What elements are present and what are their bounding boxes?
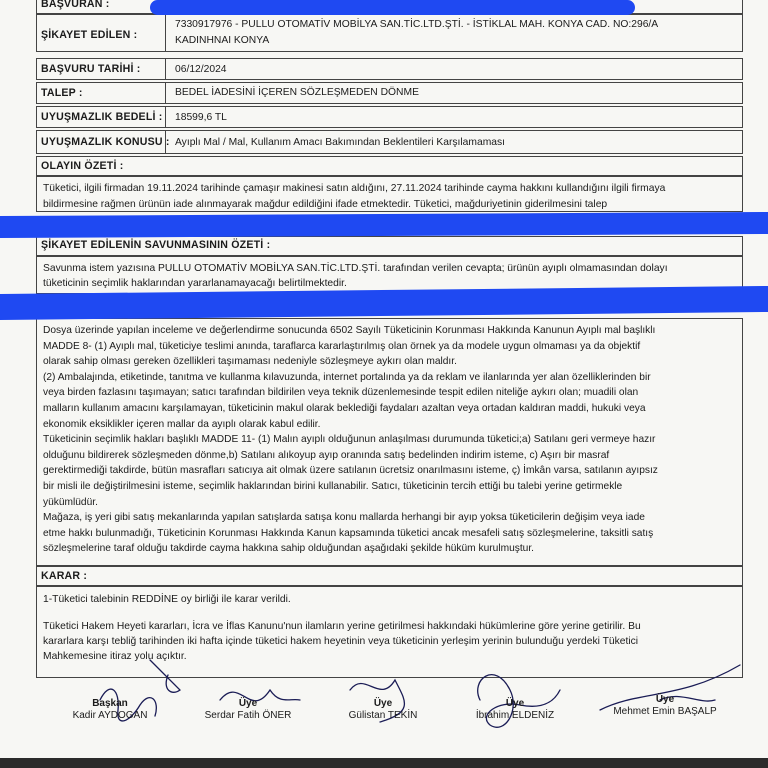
savunma-line-1: Savunma istem yazısına PULLU OTOMATİV MOBİLYA SAN.TİC.LTD.ŞTİ. tarafından verilen cevapta; ürünün ayıplı olmamasından dolayı: [43, 263, 668, 274]
inceleme-line: gerektirmediği takdirde, bütün masrafları satıcıya ait olmak üzere satılanın ücretsiz onarılmasını isteme, ç) İmkân varsa, satılanın ayıpsız: [43, 465, 658, 477]
inceleme-line: MADDE 8- (1) Ayıplı mal, tüketiciye teslimi anında, taraflarca kararlaştırılmış olan örnek ya da modele uygun olmaması ya da objektif: [43, 340, 641, 352]
talep-label: TALEP :: [41, 87, 83, 99]
savunma-text: [43, 262, 736, 290]
basvuru-tarihi-value: 06/12/2024: [175, 64, 227, 75]
savunma-line-2: tüketicinin seçimlik haklarından yararlanamayacağı belirtilmektedir.: [43, 278, 347, 289]
inceleme-line: (2) Ambalajında, etiketinde, tanıtma ve kullanma kılavuzunda, internet portalında ya da reklam ve ilanlarında yer alan özelliklerinden bir: [43, 371, 651, 383]
basvuran-label: BAŞVURAN :: [41, 0, 110, 10]
row-uyusmazlik-konusu: [36, 130, 743, 154]
row-olay-heading: [36, 156, 743, 176]
signature-name: İbrahim ELDENİZ: [475, 710, 555, 721]
karar-text: [43, 593, 736, 663]
row-karar-heading: [36, 566, 743, 586]
column-divider: [165, 59, 166, 79]
signature-role: Üye: [655, 694, 675, 705]
talep-value: BEDEL İADESİNİ İÇEREN SÖZLEŞMEDEN DÖNME: [175, 87, 419, 98]
karar-line-4: Mahkemesine itiraz yolu açıktır.: [43, 651, 187, 662]
olay-title: OLAYIN ÖZETİ :: [41, 160, 124, 172]
signature-role: Üye: [373, 698, 393, 709]
row-savunma-heading: [36, 236, 743, 256]
inceleme-line: olduğunu bildirerek sözleşmeden dönme,b) Satılanı alıkoyup ayıp oranında satış bedelinden indirim isteme, c) Aşırı bir masraf: [43, 449, 610, 461]
inceleme-line: olarak sahip olması gereken özellikleri taşımaması nedeniyle sözleşmeye aykırı olan maldır.: [43, 356, 457, 368]
sikayet-edilen-label: ŞİKAYET EDİLEN :: [41, 29, 138, 41]
column-divider: [165, 131, 166, 153]
uyusmazlik-konusu-label: UYUŞMAZLIK KONUSU :: [41, 136, 170, 148]
sikayet-edilen-line-2: KADINHNAI KONYA: [175, 35, 270, 46]
inceleme-line: yükümlüdür.: [43, 496, 98, 508]
signature-role: Üye: [505, 698, 525, 709]
signature-uye-4: [600, 694, 730, 718]
signature-name: Kadir AYDOGAN: [72, 710, 148, 721]
row-sikayet-edilen: [36, 14, 743, 52]
inceleme-line: etme hakkı bulunmadığı, Tüketicinin Korunması Hakkında Kanun kapsamında tüketici ancak mesafeli satış sözleşmelerine, taksitli satış: [43, 527, 654, 539]
inceleme-line: Tüketicinin seçimlik hakları başlıklı MADDE 11- (1) Malın ayıplı olduğunun anlaşılması durumunda tüketici;a) Satılanı geri vermeye hazır: [43, 434, 656, 446]
signature-role: Üye: [238, 698, 258, 709]
inceleme-line: Mağaza, iş yeri gibi satış mekanlarında yapılan satışlarda satışa konu mallarda herhangi bir ayıp yoksa tüketicilerin değişim veya iade: [43, 512, 645, 524]
karar-line-1: 1-Tüketici talebinin REDDİNE oy birliği ile karar verildi.: [43, 594, 291, 605]
row-karar-body: [36, 586, 743, 678]
sikayet-edilen-line-1: 7330917976 - PULLU OTOMATİV MOBİLYA SAN.TİC.LTD.ŞTİ. - İSTİKLAL MAH. KONYA CAD. NO:296/A: [175, 19, 659, 30]
inceleme-text: [43, 323, 736, 557]
row-uyusmazlik-bedeli: [36, 106, 743, 128]
inceleme-line: Dosya üzerinde yapılan inceleme ve değerlendirme sonucunda 6502 Sayılı Tüketicinin Korunması Hakkında Kanunun Ayıplı mal başlıklı: [43, 325, 656, 336]
savunma-title: ŞİKAYET EDİLENİN SAVUNMASININ ÖZETİ :: [41, 239, 271, 251]
inceleme-line: ekonomik eksiklikler içeren mallar da ayıplı olarak kabul edilir.: [43, 418, 321, 430]
signature-uye-3: [460, 698, 570, 722]
row-talep: [36, 82, 743, 104]
olay-text: [43, 182, 736, 211]
sikayet-edilen-value: [175, 18, 736, 47]
row-basvuru-tarihi: [36, 58, 743, 80]
uyusmazlik-bedeli-label: UYUŞMAZLIK BEDELİ :: [41, 111, 163, 123]
row-olay-body: [36, 176, 743, 212]
olay-line-1: Tüketici, ilgili firmadan 19.11.2024 tarihinde çamaşır makinesi satın aldığını, 27.11.2024 tarihinde cayma hakkını kullandığını ilgili firmaya: [43, 183, 666, 194]
signature-name: Mehmet Emin BAŞALP: [613, 706, 717, 717]
signature-uye-2: [328, 698, 438, 722]
redaction-bar-olay: [0, 212, 768, 238]
uyusmazlik-konusu-value: Ayıplı Mal / Mal, Kullanım Amacı Bakımından Beklentileri Karşılamaması: [175, 137, 506, 148]
inceleme-line: bir misli ile değiştirilmesini isteme, seçimlik haklarından birini kullanabilir. Satıcı, tüketicinin tercih ettiği bu talebi yerine getirmekle: [43, 480, 623, 492]
signature-name: Gülistan TEKİN: [348, 710, 418, 721]
inceleme-line: sözleşmelerine taraf olduğu takdirde cayma hakkına sahip olduğundan aşağıdaki şekilde hüküm kurulmuştur.: [43, 543, 534, 555]
signature-uye-1: [188, 698, 308, 722]
row-inceleme: [36, 318, 743, 566]
column-divider: [165, 107, 166, 127]
complaint-decision-form: [36, 0, 743, 690]
olay-line-2: bildirmesine rağmen ürünün iade alınmayarak mağdur edildiğini ifade etmektedir. Tüketici, mağduriyetinin giderilmesini talep: [43, 199, 608, 210]
column-divider: [165, 15, 166, 51]
uyusmazlik-bedeli-value: 18599,6 TL: [175, 112, 227, 123]
inceleme-line: veya birden fazlasını taşımayan; satıcı tarafından bildirilen veya teknik düzenlemesinde tespit edilen niteliğe aykırı olan; muadili olan: [43, 387, 639, 399]
scan-bottom-edge: [0, 758, 768, 768]
karar-line-2: Tüketici Hakem Heyeti kararları, İcra ve İflas Kanunu'nun ilamların yerine getirilmesi hakkındaki hükümlerine göre yerine getirilir. Bu: [43, 621, 641, 632]
karar-line-3: kararlara karşı tebliğ tarihinden iki hafta içinde tüketici hakem heyetinin veya tüketicinin yerleşim yerinin bulunduğu yerdeki Tüketici: [43, 636, 639, 647]
signature-name: Serdar Fatih ÖNER: [204, 710, 292, 721]
redaction-bar-applicant: [150, 0, 635, 15]
signature-baskan: [60, 698, 160, 722]
signature-role: Başkan: [92, 698, 128, 709]
inceleme-line: malların kullanım amacını karşılamayan, tüketicinin makul olarak beklediği faydaları azaltan veya ortadan kaldıran maddi, hukuki veya: [43, 402, 646, 414]
karar-title: KARAR :: [41, 570, 88, 582]
basvuru-tarihi-label: BAŞVURU TARİHİ :: [41, 63, 141, 75]
column-divider: [165, 83, 166, 103]
